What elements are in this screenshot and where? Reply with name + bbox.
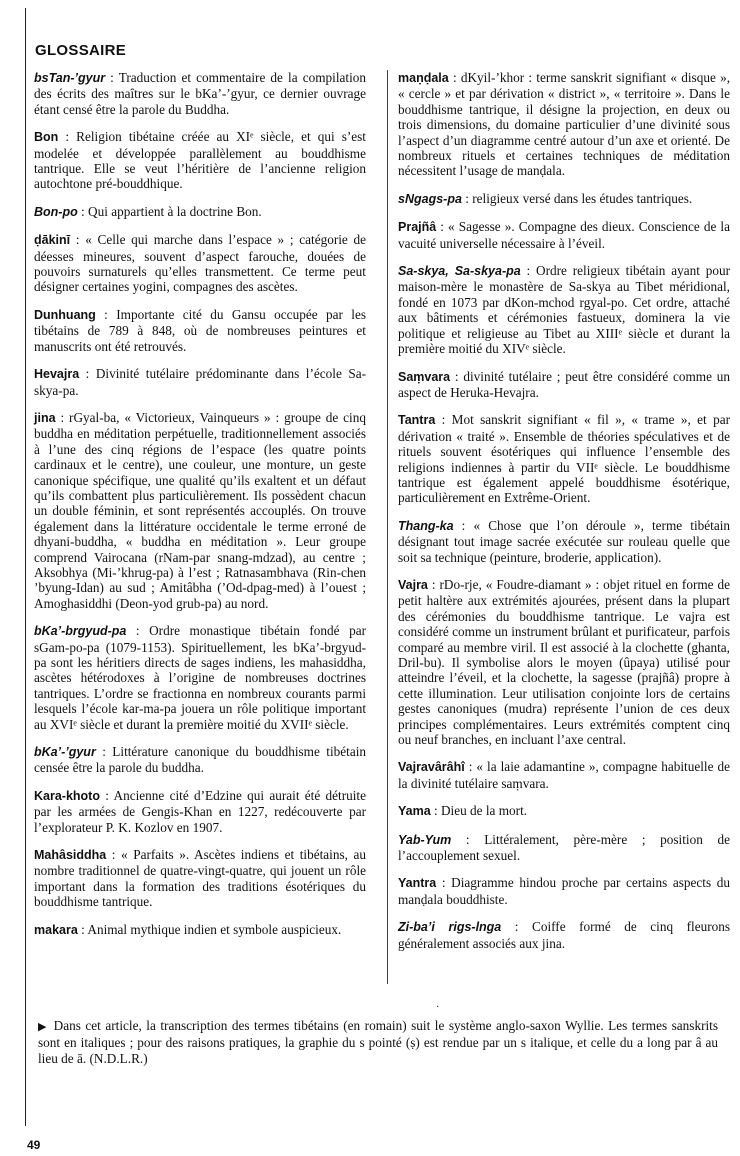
glossary-definition: divinité tutélaire ; peut être considéré comme un aspect de Heruka-Hevajra. <box>398 368 730 400</box>
glossary-entry: Dunhuang : Importante cité du Gansu occupée par les tibétains de 789 à 848, où de nombreuses peintures et manuscrits ont été retrouvés. <box>34 306 366 354</box>
glossary-definition: rDo-rje, « Foudre-diamant » : objet rituel en forme de petit haltère aux extrémités ajourées, présent dans la plupart des cérémonies du bouddhisme tantrique. Le vajra est considéré comme un instrument brûlant et purificateur, parfois comparé au membre viril. Il est associé à la clochette (ghanta, Dril-bu). Il symbolise alors le moyen (ûpaya) utilisé pour atteindre l’éveil, et la clochette, la sagesse (prajñâ) propre à cette illumination. Leur utilisation conjointe lors de certains gestes canoniques (mudra) représente l’union de ces deux principes complémentaires. Leurs extrémités comptent cinq ou neuf branches, en incluant l’axe central. <box>398 576 730 748</box>
glossary-entry: Tantra : Mot sanskrit signifiant « fil », « trame », et par dérivation « traité ». Ensemble de théories spéculatives et de rituels souvent ésotériques qui influence l’ensemble des religions indiennes à partir du VIIᵉ siècle. Le bouddhisme tantrique est également appelé bouddhisme ésotérique, particulièrement en Extrême-Orient. <box>398 412 730 506</box>
glossary-term: bKa’-brgyud-pa <box>34 624 127 639</box>
glossary-definition: Coiffe formé de cinq fleurons généralement associés aux jina. <box>398 919 731 951</box>
glossary-entry: Saṃvara : divinité tutélaire ; peut être considéré comme un aspect de Heruka-Hevajra. <box>398 368 730 400</box>
glossary-definition: Ordre religieux tibétain ayant pour maison-mère le monastère de Sa-skya au Tibet méridional, fondé en 1073 par dKon-mchod rgyal-po. Cet ordre, attaché aux bâtiments et cérémonies fastueux, dominera la vie politique et religieuse au Tibet au XIIIᵉ siècle et durant la première moitié du XIVᵉ siècle. <box>398 263 730 357</box>
glossary-definition: Mot sanskrit signifiant « fil », « trame », et par dérivation « traité ». Ensemble de théories spéculatives et de rituels souvent ésotériques qui influence l’ensemble des religions indiennes à partir du VIIᵉ siècle. Le bouddhisme tantrique est également appelé bouddhisme ésotérique, particulièrement en Extrême-Orient. <box>398 412 730 506</box>
glossary-term: Mahâsiddha <box>34 848 107 863</box>
glossary-definition: « Celle qui marche dans l’espace » ; catégorie de déesses mineures, souvent d’aspect farouche, douées de pouvoirs surnaturels qu’elles transmettent. Ce terme peut désigner certaines yogini, compagnes des ascètes. <box>34 232 366 295</box>
glossary-definition: « Chose que l’on déroule », terme tibétain désignant tout image sacrée exécutée sur rouleau quelle que soit sa technique (peinture, broderie, application). <box>398 517 731 565</box>
column-divider <box>387 70 388 984</box>
glossary-term: Dunhuang <box>34 307 96 322</box>
page-heading: GLOSSAIRE <box>35 42 127 59</box>
glossary-term: Kara-khoto <box>34 788 100 803</box>
glossary-entry: Vajra : rDo-rje, « Foudre-diamant » : objet rituel en forme de petit haltère aux extrémités ajourées, présent dans la plupart des cérémonies du bouddhisme tantrique. Le vajra est considéré comme un instrument brûlant et purificateur, parfois comparé au membre viril. Il est associé à la clochette (ghanta, Dril-bu). Il symbolise alors le moyen (ûpaya) utilisé pour atteindre l’éveil, et la clochette, la sagesse (prajñâ) propre à cette illumination. Leur utilisation conjointe lors de certains gestes canoniques (mudra) représente l’union de ces deux principes complémentaires. Leurs extrémités comptent cinq ou neuf branches, en incluant l’axe central. <box>398 576 730 748</box>
glossary-entry: Bon : Religion tibétaine créée au XIᵉ siècle, et qui s’est modelée et développée parallèlement au bouddhisme tantrique. Elle se veut l’héritière de l’ancienne religion autochtone pré-bouddhique. <box>34 129 366 192</box>
glossary-term: Vajravârâhî <box>398 760 465 775</box>
glossary-definition: « la laie adamantine », compagne habituelle de la divinité tutélaire saṃvara. <box>398 759 730 791</box>
glossary-entry: Yab-Yum : Littéralement, père-mère ; position de l’accouplement sexuel. <box>398 831 730 864</box>
editor-note <box>38 1018 718 1066</box>
glossary-column-right <box>398 70 730 963</box>
glossary-term: Sa-skya, Sa-skya-pa <box>398 264 521 279</box>
glossary-entry: Vajravârâhî : « la laie adamantine », compagne habituelle de la divinité tutélaire saṃvara. <box>398 759 730 791</box>
glossary-entry: Yama : Dieu de la mort. <box>398 803 528 819</box>
glossary-entry: makara : Animal mythique indien et symbole auspicieux. <box>34 921 342 937</box>
glossary-definition: Importante cité du Gansu occupée par les tibétains de 789 à 848, où de nombreuses peintures et manuscrits ont été retrouvés. <box>34 306 366 354</box>
glossary-term: ḍākinī <box>34 233 71 248</box>
glossary-entry: Bon-po : Qui appartient à la doctrine Bon. <box>34 203 262 219</box>
glossary-entry: Prajñâ : « Sagesse ». Compagne des dieux. Conscience de la vacuité universelle nécessaire à l’éveil. <box>398 219 730 251</box>
glossary-term: Bon <box>34 130 59 145</box>
editor-note-text: Dans cet article, la transcription des termes tibétains (en romain) suit le système anglo-saxon Wyllie. Les termes sanskrits sont en italiques ; pour des raisons pratiques, la graphie du s pointé (ṣ) est rendue par un s italique, et celle du a long par â au lieu de ā. (N.D.L.R.) <box>38 1018 718 1066</box>
glossary-definition: Religion tibétaine créée au XIᵉ siècle, et qui s’est modelée et développée parallèlement au bouddhisme tantrique. Elle se veut l’héritière de l’ancienne religion autochtone pré-bouddhique. <box>34 129 366 192</box>
triangle-icon: ▶ <box>38 1021 48 1033</box>
glossary-entry: Zi-ba’i rigs-lnga : Coiffe formé de cinq fleurons généralement associés aux jina. <box>398 919 731 951</box>
glossary-term: jina <box>34 410 56 425</box>
glossary-definition: Divinité tutélaire prédominante dans l’école Sa-skya-pa. <box>34 366 366 398</box>
glossary-definition: Ordre monastique tibétain fondé par sGam-po-pa (1079-1153). Spirituellement, les bKa’-brgyud-pa sont les héritiers directs de sages indiens, les mahasiddha, ascètes hétérodoxes à l’origine de nombreuses doctrines tantriques. L’ordre se fractionna en nombreux courants parmi lesquels l’école kar-ma-pa jouera un rôle politique important au XVIᵉ siècle et durant la première moitié du XVIIᵉ siècle. <box>34 623 366 732</box>
glossary-definition: rGyal-ba, « Victorieux, Vainqueurs » : groupe de cinq buddha en méditation perpétuelle, traditionnellement associés à l’une des cinq régions de l’espace (les quatre points cardinaux et le centre), une couleur, une monture, un geste canonique spécifique, une qualité qu’ils exaltent et un défaut qu’ils combattent plus particulièrement. Ils possèdent chacun un double féminin, et sont représentés accouplés. On trouve également dans la littérature occidentale le terme erroné de dhyani-buddha, « buddha en méditation ». Leur groupe comprend Vairocana (rNam-par snang-mdzad), au centre ; Aksobhya (Mi-’khrug-pa) à l’est ; Ratnasambhava (Rin-chen ’byung-Idan) au sud ; Amitâbha (’Od-dpag-med) à l’ouest ; Amoghasiddhi (Deon-yod grub-pa) au nord. <box>34 409 366 611</box>
glossary-term: makara <box>34 922 78 937</box>
glossary-entry: Yantra : Diagramme hindou proche par certains aspects du manḍala bouddhiste. <box>398 875 730 907</box>
glossary-term: Hevajra <box>34 367 80 382</box>
glossary-definition: « Sagesse ». Compagne des dieux. Conscience de la vacuité universelle nécessaire à l’éveil. <box>398 219 730 251</box>
glossary-term: Yab-Yum <box>398 832 452 847</box>
glossary-term: Tantra <box>398 413 436 428</box>
glossary-entry: Thang-ka : « Chose que l’on déroule », terme tibétain désignant tout image sacrée exécutée sur rouleau quelle que soit sa technique (peinture, broderie, application). <box>398 517 731 565</box>
glossary-column-left <box>34 70 366 950</box>
glossary-term: Thang-ka <box>398 518 454 533</box>
glossary-definition: Littérature canonique du bouddhisme tibétain censée être la parole du buddha. <box>34 744 367 776</box>
glossary-entry: jina : rGyal-ba, « Victorieux, Vainqueurs » : groupe de cinq buddha en méditation perpétuelle, traditionnellement associés à l’une des cinq régions de l’espace (les quatre points cardinaux et le centre), une couleur, une monture, un geste canonique spécifique, une qualité qu’ils exaltent et un défaut qu’ils combattent plus particulièrement. Ils possèdent chacun un double féminin, et sont représentés accouplés. On trouve également dans la littérature occidentale le terme erroné de dhyani-buddha, « buddha en méditation ». Leur groupe comprend Vairocana (rNam-par snang-mdzad), au centre ; Aksobhya (Mi-’khrug-pa) à l’est ; Ratnasambhava (Rin-chen ’byung-Idan) au sud ; Amitâbha (’Od-dpag-med) à l’ouest ; Amoghasiddhi (Deon-yod grub-pa) au nord. <box>34 409 366 611</box>
glossary-term: Saṃvara <box>398 369 451 384</box>
glossary-definition: Traduction et commentaire de la compilation des écrits des maîtres sur le bKa’-’gyur, ce dernier ouvrage étant censé être la parole du Buddha. <box>34 70 366 117</box>
glossary-definition: Ancienne cité d’Edzine qui aurait été détruite par les armées de Gengis-Khan en 1227, redécouverte par l’explorateur P. K. Kozlov en 1907. <box>34 787 366 835</box>
glossary-definition: Animal mythique indien et symbole auspicieux. <box>87 921 342 937</box>
glossary-entry: Sa-skya, Sa-skya-pa : Ordre religieux tibétain ayant pour maison-mère le monastère de Sa-skya au Tibet méridional, fondé en 1073 par dKon-mchod rgyal-po. Cet ordre, attaché aux bâtiments et cérémonies fastueux, dominera la vie politique et religieuse au Tibet au XIIIᵉ siècle et durant la première moitié du XIVᵉ siècle. <box>398 263 730 357</box>
glossary-definition: dKyil-’khor : terme sanskrit signifiant « disque », « cercle » et par dérivation « district », « territoire ». Dans le bouddhisme tantrique, il désigne la projection, en deux ou trois dimensions, du domaine particulier d’une divinité sous l’aspect d’un diagramme centré autour d’un axe et orienté. De nombreux rituels et certaines techniques de méditation nécessitent l’usage de manḍala. <box>398 70 731 179</box>
glossary-term: bKa’-’gyur <box>34 745 96 760</box>
glossary-definition: Diagramme hindou proche par certains aspects du manḍala bouddhiste. <box>398 875 730 907</box>
glossary-entry: Kara-khoto : Ancienne cité d’Edzine qui aurait été détruite par les armées de Gengis-Khan en 1227, redécouverte par l’explorateur P. K. Kozlov en 1907. <box>34 787 366 835</box>
glossary-entry: bKa’-brgyud-pa : Ordre monastique tibétain fondé par sGam-po-pa (1079-1153). Spirituellement, les bKa’-brgyud-pa sont les héritiers directs de sages indiens, les mahasiddha, ascètes hétérodoxes à l’origine de nombreuses doctrines tantriques. L’ordre se fractionna en nombreux courants parmi lesquels l’école kar-ma-pa jouera un rôle politique important au XVIᵉ siècle et durant la première moitié du XVIIᵉ siècle. <box>34 623 366 732</box>
glossary-term: Vajra <box>398 577 428 592</box>
glossary-definition: Qui appartient à la doctrine Bon. <box>88 203 262 219</box>
glossary-entry: ḍākinī : « Celle qui marche dans l’espace » ; catégorie de déesses mineures, souvent d’aspect farouche, douées de pouvoirs surnaturels qu’elles transmettent. Ce terme peut désigner certaines yogini, compagnes des ascètes. <box>34 232 366 295</box>
glossary-definition: Dieu de la mort. <box>440 803 528 819</box>
glossary-term: bsTan-’gyur <box>34 71 106 85</box>
glossary-term: Yama <box>398 804 431 819</box>
glossary-definition: religieux versé dans les études tantriques. <box>472 190 693 206</box>
glossary-definition: « Parfaits ». Ascètes indiens et tibétains, au nombre traditionnel de quatre-vingt-quatre, qui jouent un rôle important dans la formation des traditions ésotériques du bouddhisme tantrique. <box>34 847 366 910</box>
glossary-term: maṇḍala <box>398 71 449 85</box>
glossary-entry: bKa’-’gyur : Littérature canonique du bouddhisme tibétain censée être la parole du buddha. <box>34 744 367 776</box>
glossary-entry: sNgags-pa : religieux versé dans les études tantriques. <box>398 190 693 206</box>
glossary-entry: Hevajra : Divinité tutélaire prédominante dans l’école Sa-skya-pa. <box>34 366 366 398</box>
glossary-term: Prajñâ <box>398 220 437 235</box>
stray-mark: · <box>436 1002 440 1013</box>
glossary-term: sNgags-pa <box>398 191 462 206</box>
page-number: 49 <box>27 1138 41 1152</box>
glossary-definition: Littéralement, père-mère ; position de l’accouplement sexuel. <box>398 831 730 864</box>
glossary-entry: bsTan-’gyur : Traduction et commentaire de la compilation des écrits des maîtres sur le bKa’-’gyur, ce dernier ouvrage étant censé être la parole du Buddha. <box>34 70 366 117</box>
glossary-term: Bon-po <box>34 204 78 219</box>
glossary-entry: maṇḍala : dKyil-’khor : terme sanskrit signifiant « disque », « cercle » et par dérivation « district », « territoire ». Dans le bouddhisme tantrique, il désigne la projection, en deux ou trois dimensions, du domaine particulier d’une divinité sous l’aspect d’un diagramme centré autour d’un axe et orienté. De nombreux rituels et certaines techniques de méditation nécessitent l’usage de manḍala. <box>398 70 731 179</box>
glossary-term: Yantra <box>398 876 437 891</box>
left-margin-rule <box>25 8 26 1126</box>
glossary-term: Zi-ba’i rigs-lnga <box>398 920 502 935</box>
glossary-entry: Mahâsiddha : « Parfaits ». Ascètes indiens et tibétains, au nombre traditionnel de quatre-vingt-quatre, qui jouent un rôle important dans la formation des traditions ésotériques du bouddhisme tantrique. <box>34 847 366 910</box>
